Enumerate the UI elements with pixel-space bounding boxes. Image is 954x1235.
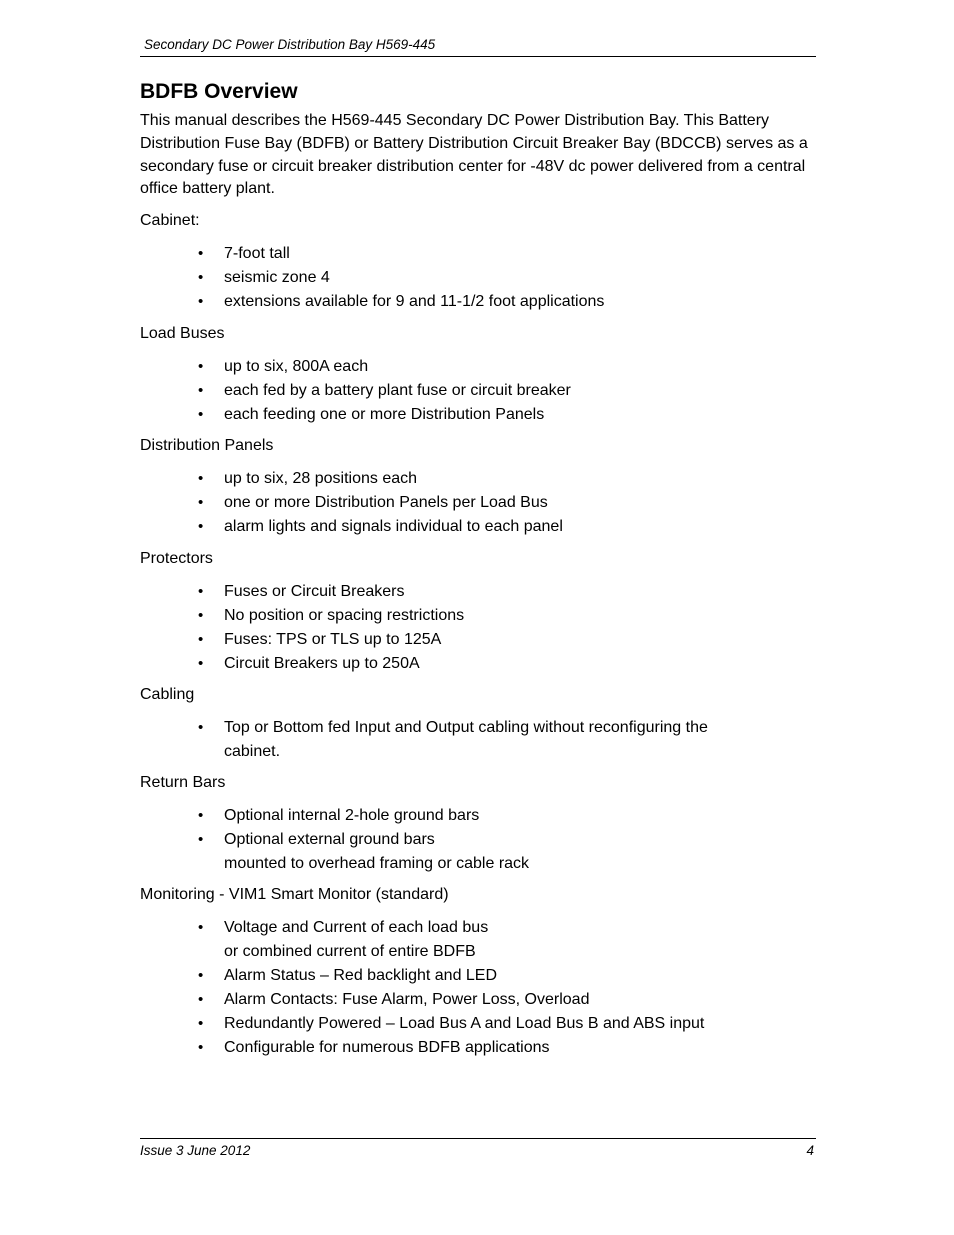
list-item-text: 7-foot tall bbox=[224, 245, 290, 263]
page-footer bbox=[140, 1138, 816, 1163]
page-number: 4 bbox=[806, 1143, 814, 1158]
bullet-list bbox=[140, 355, 816, 427]
intro-paragraph: This manual describes the H569-445 Secondary DC Power Distribution Bay. This Battery Distribution Fuse Bay (BDFB) or Battery Distribution Circuit Breaker Bay (BDCCB) serves as a secondary fuse or circuit breaker distribution center for -48V dc power delivered from a central office battery plant. bbox=[140, 112, 808, 198]
list-item-text: Redundantly Powered – Load Bus A and Load Bus B and ABS input bbox=[224, 1014, 705, 1032]
bullet-list bbox=[140, 916, 816, 1059]
bullet-icon: • bbox=[198, 807, 204, 825]
sections-container bbox=[140, 210, 816, 1059]
list-item bbox=[140, 266, 816, 290]
list-item bbox=[140, 604, 816, 628]
list-item bbox=[140, 628, 816, 652]
page-header bbox=[140, 36, 816, 57]
list-item bbox=[140, 242, 816, 266]
bullet-icon: • bbox=[198, 381, 204, 399]
bullet-icon: • bbox=[198, 405, 204, 423]
bullet-icon: • bbox=[198, 630, 204, 648]
section-label: Monitoring - VIM1 Smart Monitor (standard) bbox=[140, 886, 449, 904]
bullet-icon: • bbox=[198, 494, 204, 512]
bullet-icon: • bbox=[198, 606, 204, 624]
list-item bbox=[140, 1036, 816, 1060]
section-label: Cabling bbox=[140, 686, 195, 704]
list-item-text: or combined current of entire BDFB bbox=[224, 942, 476, 960]
section-label: Cabinet: bbox=[140, 212, 200, 230]
section-label: Load Buses bbox=[140, 324, 225, 342]
bullet-icon: • bbox=[198, 966, 204, 984]
list-item-text: up to six, 28 positions each bbox=[224, 470, 418, 488]
list-item-text: alarm lights and signals individual to each panel bbox=[224, 518, 563, 536]
bullet-list bbox=[140, 716, 816, 763]
list-item-text: Alarm Status – Red backlight and LED bbox=[224, 966, 498, 984]
list-item bbox=[140, 379, 816, 403]
page-content bbox=[140, 78, 816, 1060]
list-item bbox=[140, 491, 816, 515]
bullet-icon: • bbox=[198, 293, 204, 311]
bullet-icon: • bbox=[198, 582, 204, 600]
list-item-text: each fed by a battery plant fuse or circuit breaker bbox=[224, 381, 571, 399]
bullet-list bbox=[140, 804, 816, 875]
list-item-text: Fuses or Circuit Breakers bbox=[224, 582, 405, 600]
section-label: Distribution Panels bbox=[140, 437, 274, 455]
bullet-icon: • bbox=[198, 654, 204, 672]
list-item bbox=[140, 988, 816, 1012]
issue-date: Issue 3 June 2012 bbox=[140, 1143, 251, 1158]
list-item-text: Configurable for numerous BDFB applications bbox=[224, 1038, 550, 1056]
list-item bbox=[140, 403, 816, 427]
running-title: Secondary DC Power Distribution Bay H569-445 bbox=[144, 37, 436, 52]
list-item-text: Voltage and Current of each load bus bbox=[224, 919, 489, 937]
list-item bbox=[140, 804, 816, 828]
list-item-text: Alarm Contacts: Fuse Alarm, Power Loss, Overload bbox=[224, 990, 590, 1008]
bullet-icon: • bbox=[198, 990, 204, 1008]
bullet-icon: • bbox=[198, 470, 204, 488]
bullet-icon: • bbox=[198, 1014, 204, 1032]
list-item-text: seismic zone 4 bbox=[224, 269, 330, 287]
bullet-icon: • bbox=[198, 919, 204, 937]
list-item-text: Fuses: TPS or TLS up to 125A bbox=[224, 630, 442, 648]
list-item bbox=[140, 580, 816, 604]
list-item-text: Circuit Breakers up to 250A bbox=[224, 654, 420, 672]
page-title: BDFB Overview bbox=[140, 80, 298, 103]
list-item-text: mounted to overhead framing or cable rack bbox=[224, 854, 530, 872]
list-item-text: Top or Bottom fed Input and Output cabling without reconfiguring the bbox=[224, 719, 708, 737]
list-item bbox=[140, 828, 816, 875]
list-item-text: cabinet. bbox=[224, 742, 281, 760]
list-item bbox=[140, 916, 816, 963]
bullet-icon: • bbox=[198, 269, 204, 287]
bullet-icon: • bbox=[198, 719, 204, 737]
list-item-text: each feeding one or more Distribution Panels bbox=[224, 405, 545, 423]
list-item bbox=[140, 652, 816, 676]
list-item-text: No position or spacing restrictions bbox=[224, 606, 465, 624]
bullet-icon: • bbox=[198, 245, 204, 263]
list-item bbox=[140, 716, 816, 763]
list-item bbox=[140, 290, 816, 314]
list-item bbox=[140, 355, 816, 379]
list-item bbox=[140, 1012, 816, 1036]
section-label: Return Bars bbox=[140, 774, 226, 792]
list-item-text: up to six, 800A each bbox=[224, 357, 369, 375]
bullet-icon: • bbox=[198, 518, 204, 536]
list-item bbox=[140, 515, 816, 539]
list-item bbox=[140, 467, 816, 491]
list-item-text: one or more Distribution Panels per Load Bus bbox=[224, 494, 548, 512]
bullet-icon: • bbox=[198, 831, 204, 849]
list-item-text: Optional external ground bars bbox=[224, 831, 435, 849]
bullet-icon: • bbox=[198, 1038, 204, 1056]
list-item bbox=[140, 964, 816, 988]
bullet-icon: • bbox=[198, 357, 204, 375]
list-item-text: extensions available for 9 and 11-1/2 foot applications bbox=[224, 293, 605, 311]
bullet-list bbox=[140, 580, 816, 676]
list-item-text: Optional internal 2-hole ground bars bbox=[224, 807, 480, 825]
section-label: Protectors bbox=[140, 549, 213, 567]
bullet-list bbox=[140, 467, 816, 539]
bullet-list bbox=[140, 242, 816, 314]
